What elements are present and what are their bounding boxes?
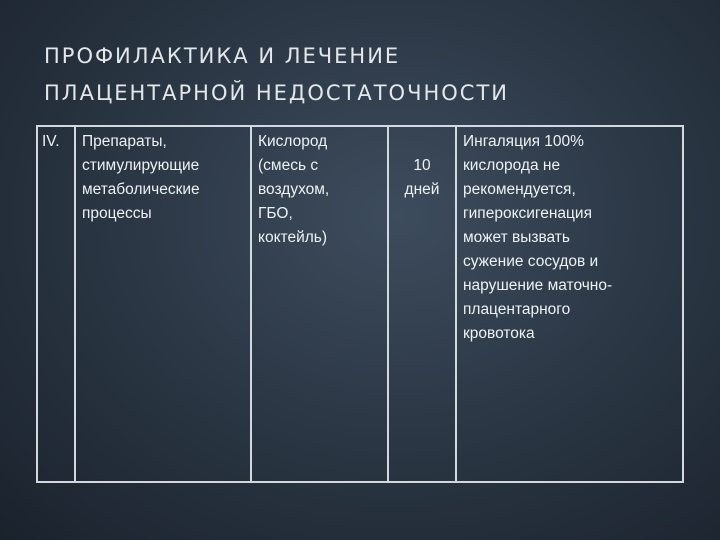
drug-cell xyxy=(251,126,388,482)
slide-title-line-1: ПРОФИЛАКТИКА И ЛЕЧЕНИЕ xyxy=(44,44,401,68)
note-line: кислорода не xyxy=(463,157,561,174)
drug-group-line: процессы xyxy=(82,205,152,222)
row-number-cell xyxy=(37,126,75,482)
drug-group-line: метаболические xyxy=(82,181,200,198)
note-line: может вызвать xyxy=(463,229,570,246)
table-row xyxy=(37,126,683,482)
note-line: сужение сосудов и xyxy=(463,253,599,270)
duration-value: 10 xyxy=(413,157,431,174)
duration-unit: дней xyxy=(404,181,440,198)
drug-group-line: стимулирующие xyxy=(82,157,200,174)
treatment-table xyxy=(36,125,684,483)
note-line: кровотока xyxy=(463,325,535,342)
drug-line: (смесь с xyxy=(258,157,319,174)
drug-line: Кислород xyxy=(258,133,328,150)
slide-title xyxy=(44,38,684,112)
drug-group-line: Препараты, xyxy=(82,133,167,150)
note-line: плацентарного xyxy=(463,301,571,318)
drug-group-cell xyxy=(75,126,251,482)
note-line: нарушение маточно- xyxy=(463,277,613,294)
note-line: рекомендуется, xyxy=(463,181,576,198)
note-line: Ингаляция 100% xyxy=(463,133,584,150)
note-line: гипероксигенация xyxy=(463,205,592,222)
drug-line: ГБО, xyxy=(258,205,293,222)
drug-line: воздухом, xyxy=(258,181,330,198)
note-cell xyxy=(456,126,683,482)
duration-cell xyxy=(388,126,456,482)
slide-title-line-2: ПЛАЦЕНТАРНОЙ НЕДОСТАТОЧНОСТИ xyxy=(44,81,509,105)
row-number: IV. xyxy=(42,133,60,150)
drug-line: коктейль) xyxy=(258,229,328,246)
